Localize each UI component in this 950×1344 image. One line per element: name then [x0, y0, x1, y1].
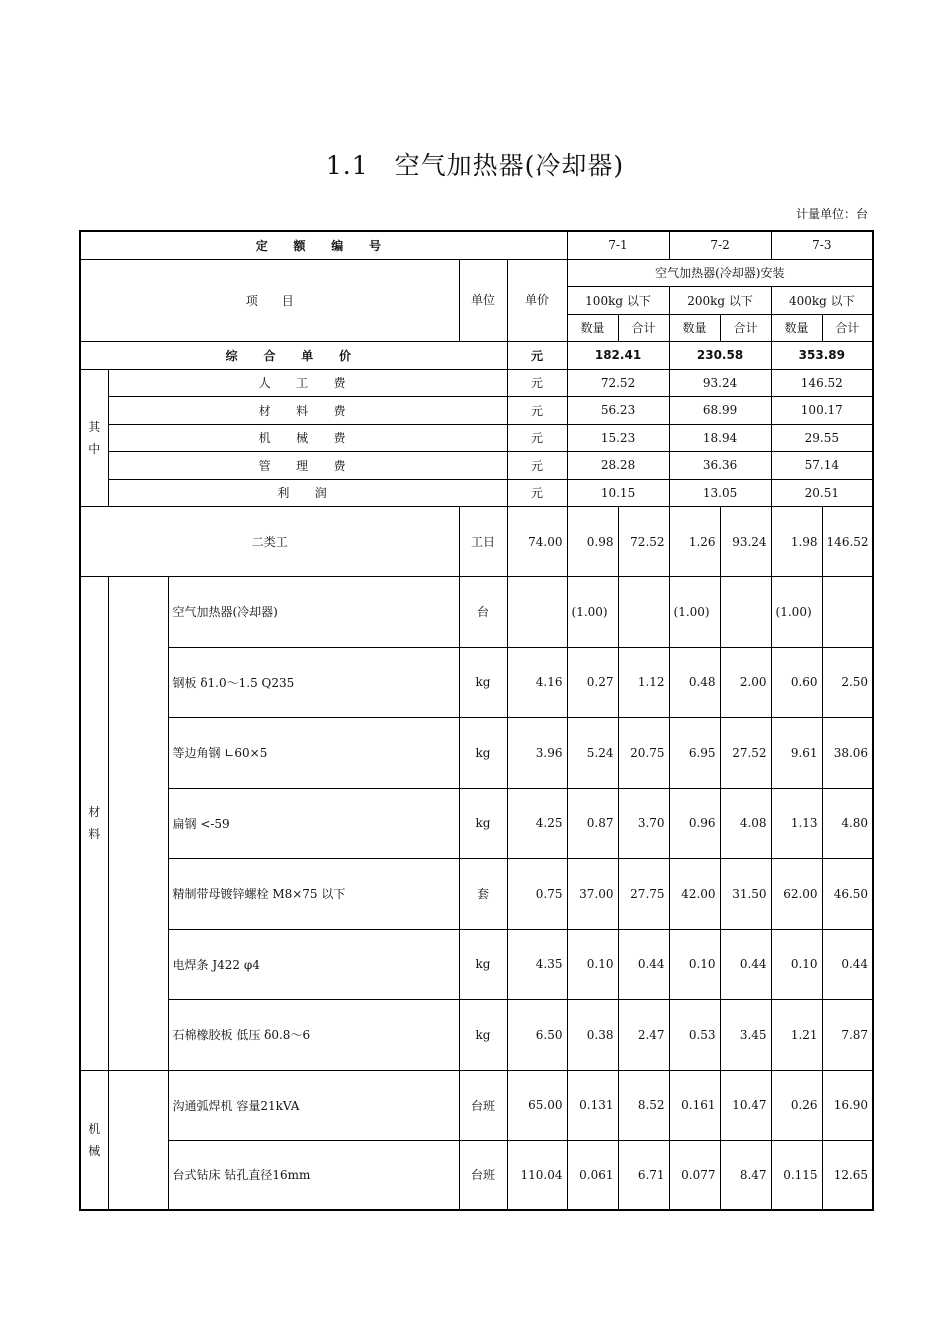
- cost-item-value: 57.14: [771, 452, 873, 480]
- materials-qty-cell: 0.96: [669, 788, 720, 859]
- composite-value: 182.41: [567, 341, 669, 369]
- page-title: 1.1 空气加热器(冷却器): [325, 151, 625, 180]
- materials-qty-cell: 37.00: [567, 859, 618, 930]
- materials-sum-cell: 3.45: [720, 1000, 771, 1071]
- materials-item-price: 0.75: [507, 859, 567, 930]
- qty-header: 数量: [567, 314, 618, 341]
- cost-item-value: 146.52: [771, 369, 873, 397]
- materials-item-name: 钢板 δ1.0～1.5 Q235: [168, 647, 459, 718]
- sum-header: 合计: [822, 314, 873, 341]
- cost-item-value: 20.51: [771, 479, 873, 507]
- materials-label: 材料: [80, 577, 108, 1071]
- cost-item-value: 18.94: [669, 424, 771, 452]
- materials-row: [80, 929, 873, 1000]
- materials-blank-cell: [108, 577, 168, 1071]
- cost-item-value: 93.24: [669, 369, 771, 397]
- materials-qty-cell: 0.53: [669, 1000, 720, 1071]
- materials-item-unit: kg: [459, 788, 507, 859]
- cost-item-unit: 元: [507, 452, 567, 480]
- materials-item-price: 4.25: [507, 788, 567, 859]
- materials-sum-cell: [618, 577, 669, 648]
- materials-item-price: 4.35: [507, 929, 567, 1000]
- cost-item-value: 56.23: [567, 397, 669, 425]
- cost-item-value: 100.17: [771, 397, 873, 425]
- materials-qty-cell: (1.00): [669, 577, 720, 648]
- machinery-sum-cell: 8.52: [618, 1070, 669, 1140]
- materials-qty-cell: 0.87: [567, 788, 618, 859]
- materials-sum-cell: 2.47: [618, 1000, 669, 1071]
- quota-code-row: [80, 231, 873, 259]
- materials-item-name: 电焊条 J422 φ4: [168, 929, 459, 1000]
- machinery-qty-cell: 0.131: [567, 1070, 618, 1140]
- materials-row: [80, 1000, 873, 1071]
- materials-qty-cell: 1.21: [771, 1000, 822, 1071]
- machinery-item-unit: 台班: [459, 1140, 507, 1210]
- cost-item-value: 28.28: [567, 452, 669, 480]
- materials-qty-cell: (1.00): [567, 577, 618, 648]
- materials-qty-cell: 0.27: [567, 647, 618, 718]
- cost-item-unit: 元: [507, 397, 567, 425]
- composite-row: [80, 341, 873, 369]
- unit-header: 单位: [459, 259, 507, 341]
- materials-item-unit: kg: [459, 929, 507, 1000]
- cost-item-name: 利 润: [108, 479, 507, 507]
- materials-item-unit: kg: [459, 1000, 507, 1071]
- composite-value: 353.89: [771, 341, 873, 369]
- materials-item-name: 空气加热器(冷却器): [168, 577, 459, 648]
- materials-row: [80, 647, 873, 718]
- machinery-qty-cell: 0.115: [771, 1140, 822, 1210]
- spec-header: 200kg 以下: [669, 286, 771, 314]
- quota-label: 定 额 编 号: [80, 231, 567, 259]
- materials-item-unit: kg: [459, 647, 507, 718]
- materials-qty-cell: 5.24: [567, 718, 618, 789]
- cost-item-name: 机 械 费: [108, 424, 507, 452]
- materials-sum-cell: 3.70: [618, 788, 669, 859]
- composite-label: 综 合 单 价: [80, 341, 507, 369]
- materials-row: [80, 718, 873, 789]
- cost-item-value: 15.23: [567, 424, 669, 452]
- item-header: 项 目: [80, 259, 459, 341]
- machinery-qty-cell: 0.161: [669, 1070, 720, 1140]
- materials-sum-cell: 2.00: [720, 647, 771, 718]
- quota-code: 7-3: [771, 231, 873, 259]
- materials-item-price: 6.50: [507, 1000, 567, 1071]
- sum-header: 合计: [720, 314, 771, 341]
- materials-sum-cell: 1.12: [618, 647, 669, 718]
- cost-breakdown-row: [80, 397, 873, 425]
- qty-header: 数量: [771, 314, 822, 341]
- materials-qty-cell: 0.10: [567, 929, 618, 1000]
- materials-item-unit: kg: [459, 718, 507, 789]
- labor-cell: 1.26: [669, 507, 720, 577]
- machinery-item-unit: 台班: [459, 1070, 507, 1140]
- materials-sum-cell: 2.50: [822, 647, 873, 718]
- unit-note: 计量单位：台: [795, 207, 868, 221]
- labor-price: 74.00: [507, 507, 567, 577]
- labor-row: [80, 507, 873, 577]
- materials-row: [80, 788, 873, 859]
- materials-sum-cell: 46.50: [822, 859, 873, 930]
- machinery-item-name: 沟通弧焊机 容量21kVA: [168, 1070, 459, 1140]
- materials-sum-cell: 0.44: [618, 929, 669, 1000]
- materials-sum-cell: 38.06: [822, 718, 873, 789]
- machinery-sum-cell: 10.47: [720, 1070, 771, 1140]
- cost-item-name: 管 理 费: [108, 452, 507, 480]
- machinery-blank-cell: [108, 1070, 168, 1210]
- machinery-qty-cell: 0.077: [669, 1140, 720, 1210]
- materials-item-unit: 套: [459, 859, 507, 930]
- materials-qty-cell: 6.95: [669, 718, 720, 789]
- machinery-qty-cell: 0.061: [567, 1140, 618, 1210]
- materials-qty-cell: 62.00: [771, 859, 822, 930]
- materials-item-price: [507, 577, 567, 648]
- composite-unit: 元: [507, 341, 567, 369]
- materials-item-name: 石棉橡胶板 低压 δ0.8～6: [168, 1000, 459, 1071]
- machinery-label: 机械: [80, 1070, 108, 1210]
- materials-qty-cell: 9.61: [771, 718, 822, 789]
- materials-qty-cell: 0.60: [771, 647, 822, 718]
- materials-qty-cell: 0.10: [669, 929, 720, 1000]
- quota-code: 7-1: [567, 231, 669, 259]
- quota-table: [79, 230, 874, 1211]
- qty-header: 数量: [669, 314, 720, 341]
- cost-breakdown-row: [80, 452, 873, 480]
- materials-sum-cell: 31.50: [720, 859, 771, 930]
- materials-row: [80, 577, 873, 648]
- machinery-item-price: 65.00: [507, 1070, 567, 1140]
- cost-item-name: 人 工 费: [108, 369, 507, 397]
- materials-qty-cell: 1.13: [771, 788, 822, 859]
- quota-code: 7-2: [669, 231, 771, 259]
- materials-item-price: 3.96: [507, 718, 567, 789]
- cost-item-value: 68.99: [669, 397, 771, 425]
- cost-item-unit: 元: [507, 424, 567, 452]
- materials-sum-cell: 4.80: [822, 788, 873, 859]
- cost-breakdown-row: [80, 424, 873, 452]
- cost-item-value: 13.05: [669, 479, 771, 507]
- machinery-item-price: 110.04: [507, 1140, 567, 1210]
- machinery-row: [80, 1140, 873, 1210]
- sum-header: 合计: [618, 314, 669, 341]
- header-row: [80, 259, 873, 286]
- materials-sum-cell: 20.75: [618, 718, 669, 789]
- materials-item-name: 等边角钢 ∟60×5: [168, 718, 459, 789]
- machinery-sum-cell: 12.65: [822, 1140, 873, 1210]
- materials-item-name: 精制带母镀锌螺栓 M8×75 以下: [168, 859, 459, 930]
- cost-item-unit: 元: [507, 369, 567, 397]
- price-header: 单价: [507, 259, 567, 341]
- materials-item-price: 4.16: [507, 647, 567, 718]
- labor-name: 二类工: [80, 507, 459, 577]
- of-which-label: 其中: [80, 369, 108, 507]
- cost-item-value: 72.52: [567, 369, 669, 397]
- cost-item-unit: 元: [507, 479, 567, 507]
- spec-header: 400kg 以下: [771, 286, 873, 314]
- materials-qty-cell: (1.00): [771, 577, 822, 648]
- labor-unit: 工日: [459, 507, 507, 577]
- materials-sum-cell: [822, 577, 873, 648]
- labor-cell: 93.24: [720, 507, 771, 577]
- materials-sum-cell: 27.75: [618, 859, 669, 930]
- labor-cell: 72.52: [618, 507, 669, 577]
- cost-breakdown-row: [80, 369, 873, 397]
- cost-breakdown-row: [80, 479, 873, 507]
- materials-sum-cell: 0.44: [822, 929, 873, 1000]
- materials-sum-cell: [720, 577, 771, 648]
- machinery-row: [80, 1070, 873, 1140]
- materials-sum-cell: 27.52: [720, 718, 771, 789]
- materials-qty-cell: 42.00: [669, 859, 720, 930]
- labor-cell: 1.98: [771, 507, 822, 577]
- cost-item-value: 29.55: [771, 424, 873, 452]
- machinery-item-name: 台式钻床 钻孔直径16mm: [168, 1140, 459, 1210]
- cost-item-value: 36.36: [669, 452, 771, 480]
- materials-sum-cell: 0.44: [720, 929, 771, 1000]
- machinery-qty-cell: 0.26: [771, 1070, 822, 1140]
- materials-item-unit: 台: [459, 577, 507, 648]
- composite-value: 230.58: [669, 341, 771, 369]
- spec-header: 100kg 以下: [567, 286, 669, 314]
- materials-sum-cell: 4.08: [720, 788, 771, 859]
- machinery-sum-cell: 16.90: [822, 1070, 873, 1140]
- machinery-sum-cell: 6.71: [618, 1140, 669, 1210]
- install-header: 空气加热器(冷却器)安装: [567, 259, 873, 286]
- materials-qty-cell: 0.48: [669, 647, 720, 718]
- materials-sum-cell: 7.87: [822, 1000, 873, 1071]
- machinery-sum-cell: 8.47: [720, 1140, 771, 1210]
- labor-cell: 0.98: [567, 507, 618, 577]
- labor-cell: 146.52: [822, 507, 873, 577]
- materials-item-name: 扁钢 <-59: [168, 788, 459, 859]
- materials-qty-cell: 0.10: [771, 929, 822, 1000]
- cost-item-name: 材 料 费: [108, 397, 507, 425]
- materials-row: [80, 859, 873, 930]
- materials-qty-cell: 0.38: [567, 1000, 618, 1071]
- cost-item-value: 10.15: [567, 479, 669, 507]
